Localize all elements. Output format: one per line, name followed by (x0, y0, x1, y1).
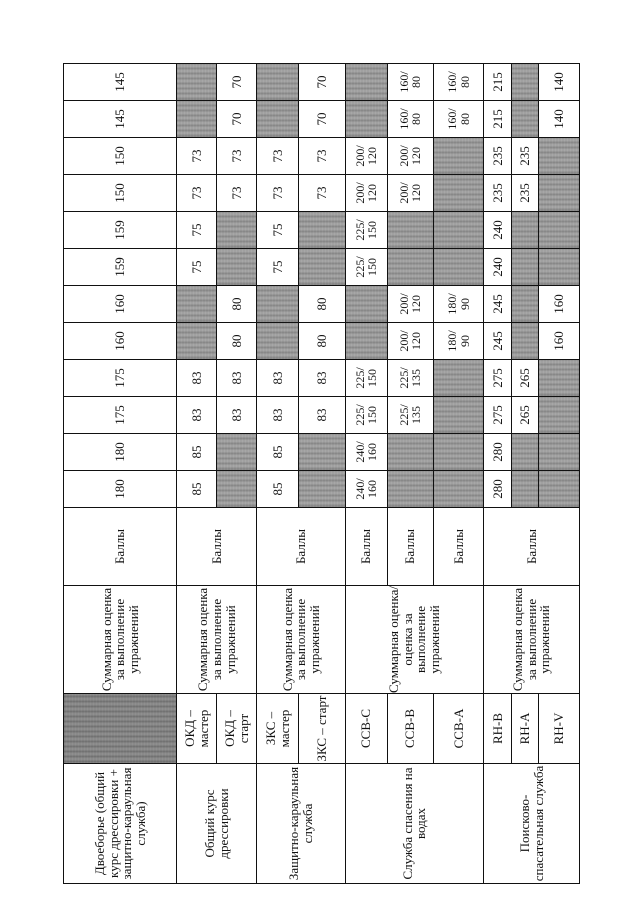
value-cell: 215 (484, 64, 511, 101)
value-cell-empty (257, 101, 299, 138)
grade-label: RH-B (484, 694, 511, 764)
value-cell-empty (511, 101, 538, 138)
value-cell-empty (177, 323, 217, 360)
criterion-cell: Суммарная оценка за выполнение упражнений (64, 586, 177, 694)
value-cell: 235 (484, 175, 511, 212)
value-cell: 235 (484, 138, 511, 175)
grade-label: ЗКС – мастер (257, 694, 299, 764)
unit-cell: Баллы (387, 508, 433, 586)
value-cell-empty (177, 64, 217, 101)
value-cell: 175 (64, 360, 177, 397)
value-cell-empty (511, 64, 538, 101)
discipline-okd: Общий курс дрессировки (177, 764, 257, 884)
value-cell-empty (387, 249, 433, 286)
value-cell-empty (433, 397, 483, 434)
value-cell-empty (177, 286, 217, 323)
value-cell-empty (433, 360, 483, 397)
value-cell: 235 (511, 175, 538, 212)
value-cell-empty (433, 138, 483, 175)
value-cell: 83 (217, 397, 257, 434)
value-cell: 73 (257, 175, 299, 212)
value-cell: 160 (538, 286, 579, 323)
value-cell: 83 (177, 397, 217, 434)
value-cell: 85 (257, 471, 299, 508)
value-cell-empty (511, 286, 538, 323)
rotated-table-wrapper (63, 64, 580, 884)
value-cell: 160/ 80 (387, 101, 433, 138)
value-cell: 83 (299, 397, 345, 434)
value-cell: 160 (64, 323, 177, 360)
grade-label: ССВ-С (345, 694, 387, 764)
value-cell: 75 (177, 212, 217, 249)
value-cell: 160/ 80 (433, 101, 483, 138)
row-okd-master (177, 64, 217, 884)
value-cell-empty (433, 249, 483, 286)
grade-label: ЗКС – старт (299, 694, 345, 764)
value-cell: 73 (217, 138, 257, 175)
value-cell-empty (433, 175, 483, 212)
value-cell: 225/ 135 (387, 397, 433, 434)
value-cell: 200/ 120 (387, 323, 433, 360)
unit-cell: Баллы (257, 508, 345, 586)
value-cell: 73 (177, 175, 217, 212)
value-cell-empty (257, 286, 299, 323)
row-rh-a (511, 64, 538, 884)
row-ssv-a (433, 64, 483, 884)
value-cell: 275 (484, 360, 511, 397)
value-cell: 200/ 120 (387, 175, 433, 212)
value-cell: 83 (257, 360, 299, 397)
unit-cell: Баллы (433, 508, 483, 586)
value-cell-empty (433, 434, 483, 471)
value-cell: 175 (64, 397, 177, 434)
value-cell: 160/ 80 (433, 64, 483, 101)
value-cell: 180/ 90 (433, 323, 483, 360)
value-cell: 235 (511, 138, 538, 175)
value-cell-empty (511, 212, 538, 249)
value-cell: 280 (484, 471, 511, 508)
value-cell: 160 (538, 323, 579, 360)
criterion-cell: Суммарная оценка за выполнение упражнений (177, 586, 257, 694)
grade-label: ОКД – старт (217, 694, 257, 764)
value-cell: 73 (217, 175, 257, 212)
value-cell-empty (217, 434, 257, 471)
value-cell: 200/ 120 (345, 138, 387, 175)
value-cell: 215 (484, 101, 511, 138)
unit-cell: Баллы (177, 508, 257, 586)
value-cell: 80 (217, 323, 257, 360)
discipline-dvoeborie: Двоеборье (общий курс дрессировки + защитно-караульная служба) (64, 764, 177, 884)
value-cell: 265 (511, 360, 538, 397)
value-cell: 85 (257, 434, 299, 471)
discipline-ssv: Служба спасения на водах (345, 764, 484, 884)
value-cell: 225/ 150 (345, 397, 387, 434)
value-cell-empty (299, 471, 345, 508)
value-cell-empty (257, 323, 299, 360)
value-cell: 265 (511, 397, 538, 434)
value-cell: 85 (177, 471, 217, 508)
value-cell: 225/ 150 (345, 212, 387, 249)
value-cell-empty (345, 64, 387, 101)
value-cell-empty (387, 434, 433, 471)
row-header (64, 64, 177, 884)
value-cell-empty (538, 212, 579, 249)
value-cell: 159 (64, 212, 177, 249)
value-cell: 145 (64, 101, 177, 138)
value-cell-empty (433, 471, 483, 508)
criterion-cell: Суммарная оценка/ оценка за выполнение упражнений (345, 586, 484, 694)
value-cell-empty (538, 138, 579, 175)
value-cell-empty (511, 471, 538, 508)
criterion-cell: Суммарная оценка за выполнение упражнений (484, 586, 580, 694)
value-cell-empty (538, 397, 579, 434)
value-cell-empty (511, 249, 538, 286)
value-cell: 80 (299, 323, 345, 360)
value-cell: 240 (484, 249, 511, 286)
value-cell: 160/ 80 (387, 64, 433, 101)
points-table (63, 63, 580, 884)
value-cell-empty (299, 249, 345, 286)
value-cell-empty (217, 249, 257, 286)
value-cell: 70 (299, 101, 345, 138)
value-cell: 85 (177, 434, 217, 471)
value-cell-empty (217, 212, 257, 249)
value-cell-empty (387, 471, 433, 508)
value-cell-empty (299, 434, 345, 471)
value-cell: 73 (299, 138, 345, 175)
value-cell: 200/ 120 (387, 138, 433, 175)
value-cell: 280 (484, 434, 511, 471)
value-cell: 75 (257, 249, 299, 286)
value-cell: 75 (257, 212, 299, 249)
value-cell-empty (387, 212, 433, 249)
value-cell: 225/ 150 (345, 249, 387, 286)
grade-label: ССВ-А (433, 694, 483, 764)
value-cell: 70 (217, 64, 257, 101)
value-cell: 140 (538, 64, 579, 101)
value-cell-empty (538, 434, 579, 471)
value-cell: 70 (299, 64, 345, 101)
value-cell: 140 (538, 101, 579, 138)
value-cell: 73 (299, 175, 345, 212)
value-cell: 159 (64, 249, 177, 286)
value-cell: 83 (217, 360, 257, 397)
value-cell: 75 (177, 249, 217, 286)
unit-cell: Баллы (484, 508, 580, 586)
value-cell-empty (511, 323, 538, 360)
value-cell-empty (345, 286, 387, 323)
value-cell: 240/ 160 (345, 471, 387, 508)
discipline-rh: Поисково-спасательная служба (484, 764, 580, 884)
value-cell: 70 (217, 101, 257, 138)
value-cell: 240/ 160 (345, 434, 387, 471)
criterion-cell: Суммарная оценка за выполнение упражнений (257, 586, 345, 694)
value-cell-empty (538, 360, 579, 397)
value-cell: 180 (64, 471, 177, 508)
value-cell: 83 (177, 360, 217, 397)
grade-empty (64, 694, 177, 764)
value-cell: 180/ 90 (433, 286, 483, 323)
value-cell: 150 (64, 175, 177, 212)
row-ssv-c (345, 64, 387, 884)
value-cell-empty (433, 212, 483, 249)
grade-label: RH-A (511, 694, 538, 764)
value-cell: 225/ 135 (387, 360, 433, 397)
grade-label: RH-V (538, 694, 579, 764)
value-cell-empty (217, 471, 257, 508)
value-cell: 180 (64, 434, 177, 471)
row-ssv-b (387, 64, 433, 884)
value-cell: 200/ 120 (387, 286, 433, 323)
unit-cell: Баллы (64, 508, 177, 586)
value-cell: 160 (64, 286, 177, 323)
value-cell: 83 (257, 397, 299, 434)
value-cell: 150 (64, 138, 177, 175)
unit-cell: Баллы (345, 508, 387, 586)
value-cell: 73 (177, 138, 217, 175)
value-cell: 73 (257, 138, 299, 175)
value-cell-empty (538, 249, 579, 286)
value-cell: 80 (217, 286, 257, 323)
row-zks-start (299, 64, 345, 884)
value-cell: 145 (64, 64, 177, 101)
row-okd-start (217, 64, 257, 884)
value-cell: 80 (299, 286, 345, 323)
value-cell: 245 (484, 323, 511, 360)
value-cell-empty (538, 175, 579, 212)
grade-label: ССВ-В (387, 694, 433, 764)
value-cell-empty (257, 64, 299, 101)
value-cell: 240 (484, 212, 511, 249)
value-cell-empty (538, 471, 579, 508)
value-cell-empty (299, 212, 345, 249)
value-cell: 200/ 120 (345, 175, 387, 212)
discipline-zks: Защитно-караульная служба (257, 764, 345, 884)
value-cell: 275 (484, 397, 511, 434)
value-cell-empty (177, 101, 217, 138)
value-cell: 83 (299, 360, 345, 397)
value-cell-empty (345, 101, 387, 138)
grade-label: ОКД – мастер (177, 694, 217, 764)
value-cell-empty (345, 323, 387, 360)
value-cell: 225/ 150 (345, 360, 387, 397)
row-rh-b (484, 64, 511, 884)
row-rh-v (538, 64, 579, 884)
value-cell-empty (511, 434, 538, 471)
value-cell: 245 (484, 286, 511, 323)
row-zks-master (257, 64, 299, 884)
